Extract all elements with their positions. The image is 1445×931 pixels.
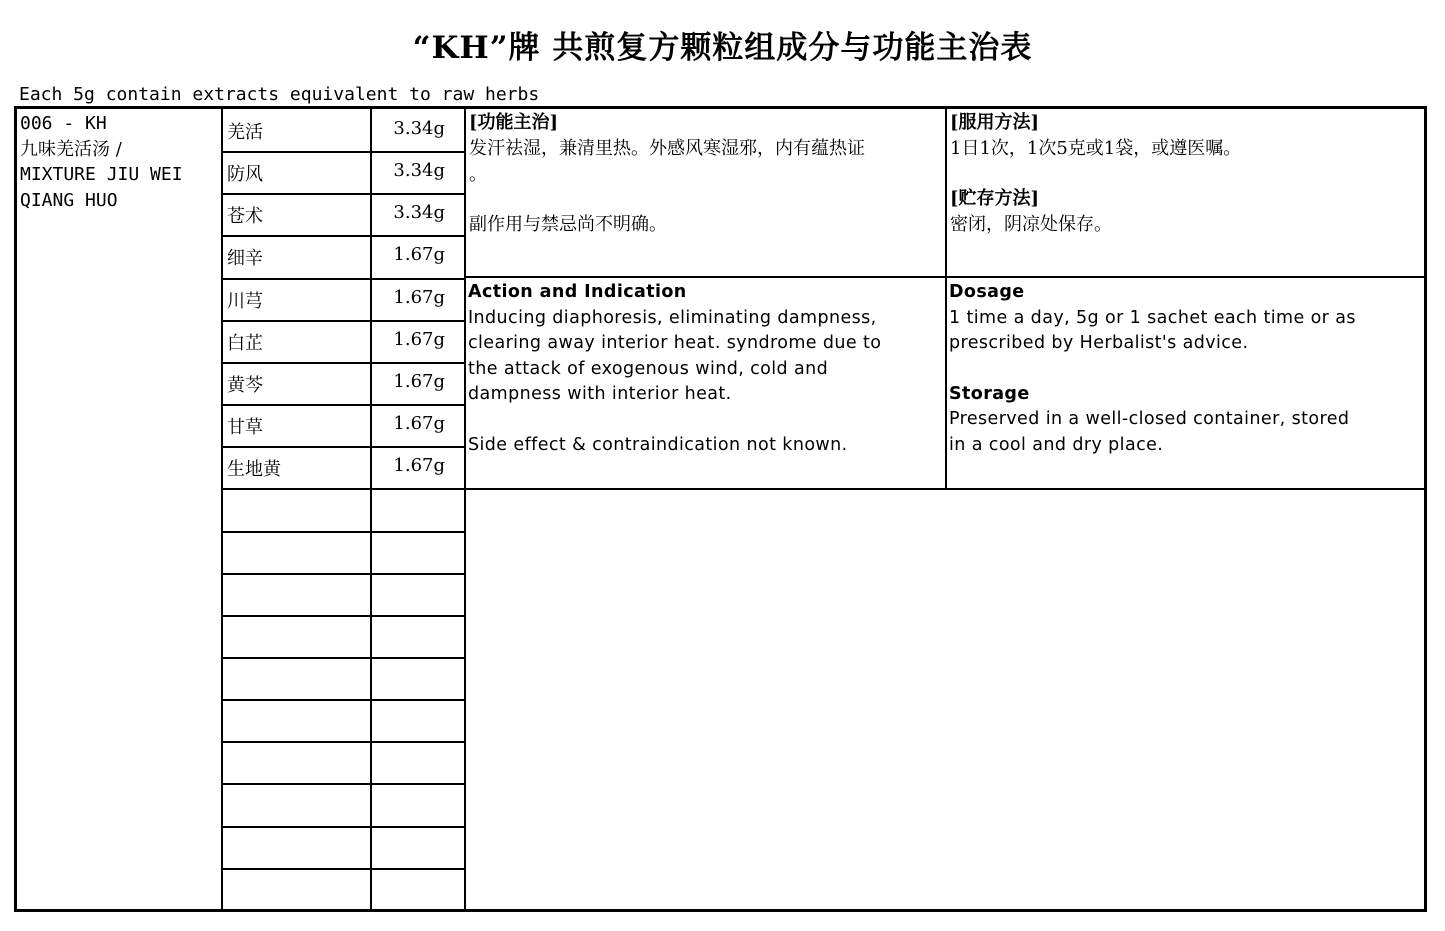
herb-row-divider	[221, 615, 465, 617]
cn-usage	[950, 110, 1424, 238]
divider	[370, 109, 372, 912]
herb-dose: 3.34g	[393, 118, 445, 139]
herb-name: 羌活	[227, 122, 263, 143]
en-usage	[949, 280, 1427, 458]
product-name-en: QIANG HUO	[20, 189, 118, 211]
herb-row-divider	[221, 573, 465, 575]
herb-row-divider	[221, 741, 465, 743]
en-storage-text: Preserved in a well-closed container, stored	[949, 409, 1350, 429]
herb-name: 黄芩	[227, 374, 263, 396]
en-indication-text: Inducing diaphoresis, eliminating dampness,	[468, 307, 877, 328]
herb-row-divider	[221, 362, 465, 364]
cn-side-effects: 副作用与禁忌尚不明确。	[469, 214, 667, 235]
en-storage-heading: Storage	[949, 383, 1030, 404]
divider	[945, 109, 947, 489]
cn-storage-text: 密闭，阴凉处保存。	[950, 214, 1112, 235]
herb-dose: 1.67g	[393, 455, 445, 477]
herb-name: 防风	[227, 164, 263, 186]
en-dosage-heading: Dosage	[949, 282, 1025, 302]
herb-name: 生地黄	[227, 459, 281, 481]
herb-dose: 1.67g	[393, 286, 445, 308]
divider	[464, 276, 1427, 278]
cn-storage-heading: [贮存方法]	[950, 188, 1040, 209]
herb-dose: 1.67g	[393, 413, 445, 435]
product-code: 006 - KH	[20, 113, 107, 134]
en-indication-text: dampness with interior heat.	[468, 384, 732, 404]
herb-name: 甘草	[227, 417, 263, 439]
ingredients-table	[14, 106, 1427, 912]
en-indication-text: clearing away interior heat. syndrome due to	[468, 333, 882, 353]
en-indication-heading: Action and Indication	[468, 282, 687, 302]
product-name-en: MIXTURE JIU WEI	[20, 164, 183, 185]
en-dosage-text: 1 time a day, 5g or 1 sachet each time or as	[949, 307, 1356, 328]
cn-dosage-text: 1日1次，1次5克或1袋，或遵医嘱。	[950, 138, 1242, 159]
herb-row-divider	[221, 278, 465, 280]
herb-row-divider	[221, 488, 465, 490]
herb-name: 川芎	[227, 290, 263, 312]
en-side-effects: Side effect & contraindication not known.	[468, 434, 848, 455]
divider	[464, 488, 1427, 490]
en-storage-text: in a cool and dry place.	[949, 434, 1164, 455]
herb-row-divider	[221, 868, 465, 870]
herb-name: 细辛	[227, 248, 263, 270]
herb-row-divider	[221, 531, 465, 533]
herb-dose: 1.67g	[393, 328, 445, 350]
divider	[221, 109, 223, 912]
herb-row-divider	[221, 446, 465, 448]
herb-dose: 1.67g	[393, 244, 445, 266]
herb-dose: 3.34g	[393, 160, 445, 182]
herb-row-divider	[221, 320, 465, 322]
product-info	[20, 111, 218, 213]
herb-dose: 3.34g	[393, 202, 445, 224]
en-indication-text: the attack of exogenous wind, cold and	[468, 358, 829, 379]
en-dosage-text: prescribed by Herbalist's advice.	[949, 333, 1249, 353]
cn-indication-text: 。	[469, 164, 487, 185]
cn-indication-text: 发汗祛湿，兼清里热。外感风寒湿邪，内有蕴热证	[469, 138, 865, 159]
cn-dosage-heading: [服用方法]	[950, 112, 1040, 133]
herb-row-divider	[221, 151, 465, 153]
page-title: “KH”牌 共煎复方颗粒组成分与功能主治表	[412, 30, 1033, 66]
en-indication	[468, 280, 944, 458]
cn-indication-heading: [功能主治]	[469, 112, 559, 133]
herb-row-divider	[221, 826, 465, 828]
herb-row-divider	[221, 657, 465, 659]
divider	[464, 109, 466, 912]
subtitle: Each 5g contain extracts equivalent to raw herbs	[19, 84, 540, 105]
herb-row-divider	[221, 699, 465, 701]
product-name-cn: 九味羌活汤 /	[20, 138, 122, 160]
herb-name: 苍术	[227, 206, 263, 228]
herb-name: 白芷	[227, 332, 263, 354]
herb-row-divider	[221, 404, 465, 406]
cn-indication	[469, 110, 943, 238]
herb-dose: 1.67g	[393, 370, 445, 392]
herb-row-divider	[221, 193, 465, 195]
herb-row-divider	[221, 783, 465, 785]
herb-row-divider	[221, 235, 465, 237]
